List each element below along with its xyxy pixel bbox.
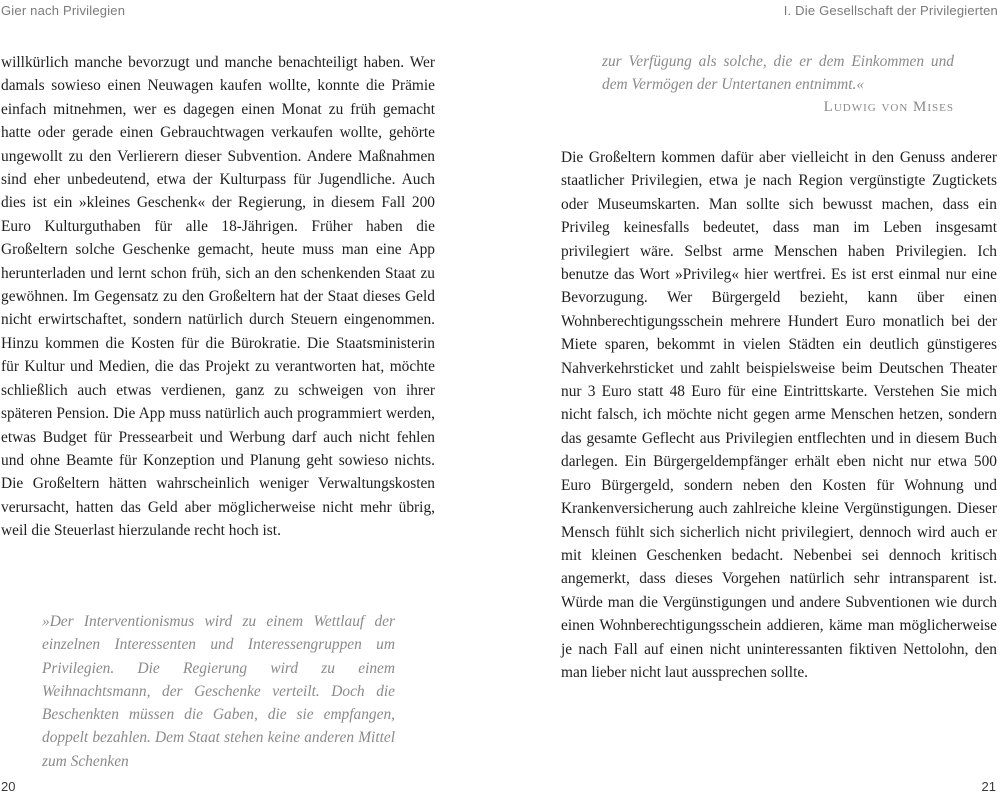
page-number-right: 21 [981,779,996,794]
left-block-quote: »Der Interventionismus wird zu einem Wettlauf der einzelnen Interessenten und Interessengruppen um Privilegien. Die Regierung wird zu einem Weihnachtsmann, der Geschenke verteilt. Doch die Beschenkten müssen die Gaben, die sie empfangen, doppelt bezahlen. Dem Staat stehen keine anderen Mittel zum Schenken [42,613,395,770]
running-head-left: Gier nach Privilegien [1,3,126,18]
quote-attribution: Ludwig von Mises [823,99,954,115]
page-number-left: 20 [1,779,16,794]
right-block-quote-continuation: zur Verfügung als solche, die er dem Einkommen und dem Vermögen der Untertanen entnimmt.« [602,53,954,94]
running-head-right: I. Die Gesellschaft der Privilegierten [783,3,998,18]
left-page-body [1,51,435,543]
right-page-body [561,146,997,684]
left-paragraph: willkürlich manche bevorzugt und manche benachteiligt haben. Wer damals sowieso einen Neuwagen kaufen wollte, konnte die Prämie einfach mitnehmen, wer es dagegen einen Monat zu früh gemacht hatte oder gerade einen Gebrauchtwagen verkaufen wollte, gehörte ungewollt zu den Verlierern dieser Subvention. Andere Maßnahmen sind eher unbedeutend, etwa der Kulturpass für Jugendliche. Auch dies ist ein »kleines Geschenk« der Regierung, in diesem Fall 200 Euro Kulturguthaben für alle 18-Jährigen. Früher haben die Großeltern solche Geschenke gemacht, heute muss man eine App herunterladen und lernt schon früh, sich an den schenkenden Staat zu gewöhnen. Im Gegensatz zu den Großeltern hat der Staat dieses Geld nicht erwirtschaftet, sondern natürlich durch Steuern eingenommen. Hinzu kommen die Kosten für die Bürokratie. Die Staatsministerin für Kultur und Medien, die das Projekt zu verantworten hat, möchte schließlich auch etwas verdienen, ganz zu schweigen von ihrer späteren Pension. Die App muss natürlich auch programmiert werden, etwas Budget für Pressearbeit und Werbung darf auch nicht fehlen und ohne Beamte für Konzeption und Planung geht sowieso nichts. Die Großeltern hätten wahrscheinlich weniger Verwaltungskosten verursacht, hatten das Geld aber möglicherweise nicht mehr übrig, weil die Steuerlast hierzulande recht hoch ist. [1,54,435,540]
right-paragraph: Die Großeltern kommen dafür aber vielleicht in den Genuss anderer staatlicher Privilegien, etwa je nach Region vergünstigte Zugtickets oder Museumskarten. Man sollte sich bewusst machen, dass ein Privileg keinesfalls bedeutet, dass man im Leben insgesamt privilegiert wäre. Selbst arme Menschen haben Privilegien. Ich benutze das Wort »Privileg« hier wertfrei. Es ist erst einmal nur eine Bevorzugung. Wer Bürgergeld bezieht, kann über einen Wohnberechtigungsschein mehrere Hundert Euro monatlich bei der Miete sparen, bekommt in vielen Städten ein deutlich günstigeres Nahverkehrsticket und zahlt beispielsweise beim Deutschen Theater nur 3 Euro statt 48 Euro für eine Eintrittskarte. Verstehen Sie mich nicht falsch, ich möchte nicht gegen arme Menschen hetzen, sondern das gesamte Geflecht aus Privilegien entflechten und in diesem Buch darlegen. Ein Bürgergeldempfänger erhält eben nicht nur etwa 500 Euro Bürgergeld, sondern neben den Kosten für Wohnung und Krankenversicherung auch zahlreiche kleine Vergünstigungen. Dieser Mensch fühlt sich sicherlich nicht privilegiert, dennoch wird auch er mit kleinen Geschenken bedacht. Nebenbei sei dennoch kritisch angemerkt, dass dieses Vorgehen natürlich sehr intransparent ist. Würde man die Vergünstigungen und andere Subventionen wie durch einen Wohnberechtigungsschein addieren, käme man möglicherweise je nach Fall auf einen nicht uninteressanten fiktiven Nettolohn, den man lieber nicht laut aussprechen sollte. [561,149,997,681]
